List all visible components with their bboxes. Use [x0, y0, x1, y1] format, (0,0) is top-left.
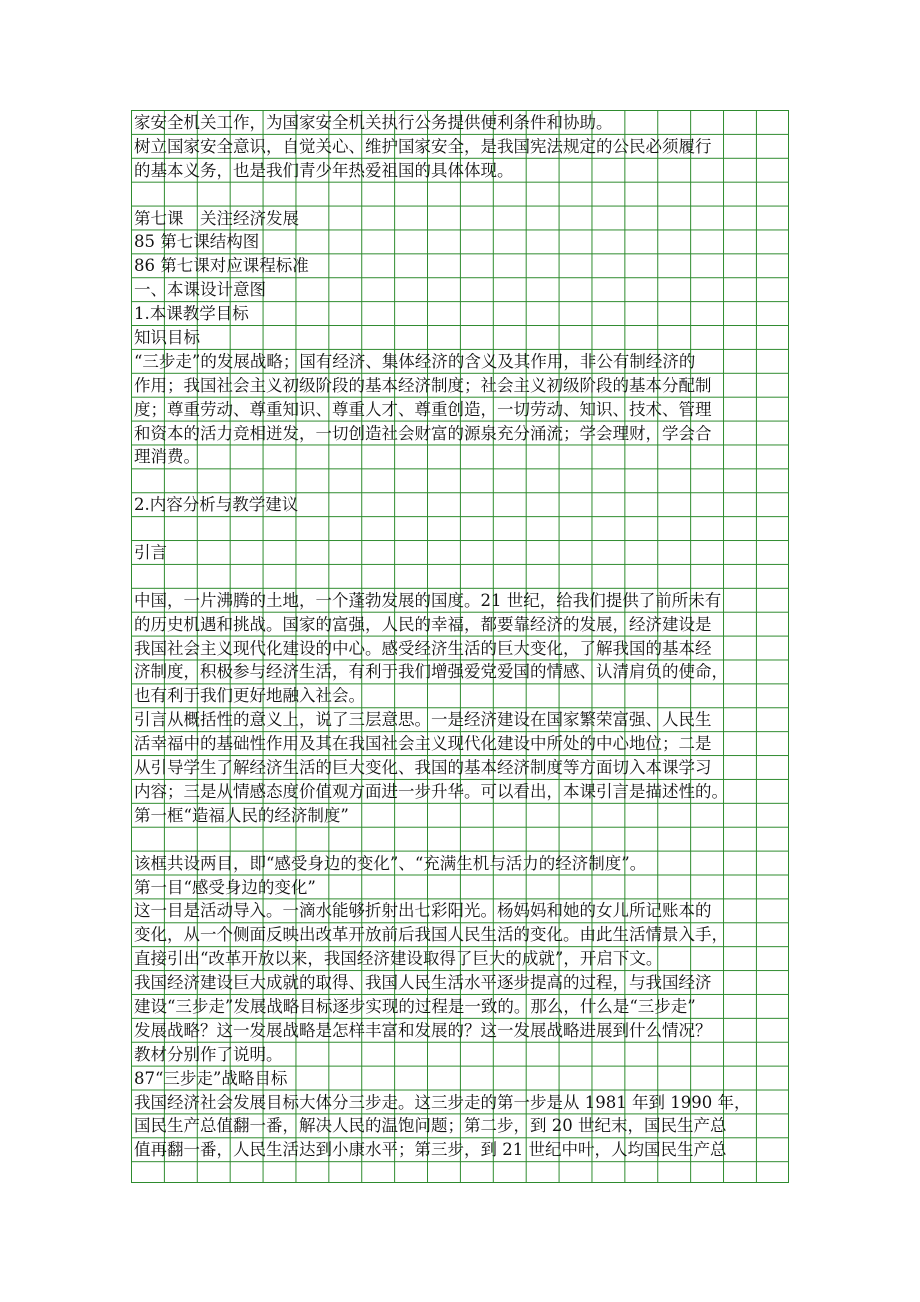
text-line: 内容；三是从情感态度价值观方面进一步升华。可以看出，本课引言是描述性的。	[134, 781, 728, 801]
text-line: 理消费。	[134, 447, 200, 467]
text-line: 活幸福中的基础性作用及其在我国社会主义现代化建设中所处的中心地位；二是	[134, 734, 712, 754]
grid-paper-page	[131, 110, 789, 1183]
text-line: 直接引出“改革开放以来，我国经济建设取得了巨大的成就”，开启下文。	[134, 949, 663, 969]
text-line: 我国社会主义现代化建设的中心。感受经济生活的巨大变化，了解我国的基本经	[134, 638, 712, 658]
text-line: 济制度，积极参与经济生活，有利于我们增强爱党爱国的情感、认清肩负的使命，	[134, 662, 728, 682]
text-line: 我国经济建设巨大成就的取得、我国人民生活水平逐步提高的过程，与我国经济	[134, 973, 712, 993]
text-line: 值再翻一番，人民生活达到小康水平；第三步，到 21 世纪中叶，人均国民生产总	[134, 1140, 727, 1160]
text-line: 教材分别作了说明。	[134, 1044, 283, 1064]
blank-line	[134, 183, 788, 207]
blank-line	[134, 517, 788, 541]
text-line: 1.本课教学目标	[134, 304, 249, 324]
text-line: 该框共设两目，即“感受身边的变化”、“充满生机与活力的经济制度”。	[134, 853, 647, 873]
text-line: 86 第七课对应课程标准	[134, 256, 309, 276]
text-line: 一、本课设计意图	[134, 280, 266, 300]
text-line: 国民生产总值翻一番，解决人民的温饱问题；第二步，到 20 世纪末，国民生产总	[134, 1116, 727, 1136]
text-line: “三步走”的发展战略；国有经济、集体经济的含义及其作用，非公有制经济的	[134, 351, 696, 371]
text-line: 度；尊重劳动、尊重知识、尊重人才、尊重创造，一切劳动、知识、技术、管理	[134, 399, 712, 419]
text-line: 建设“三步走”发展战略目标逐步实现的过程是一致的。那么，什么是“三步走”	[134, 996, 696, 1016]
text-line: 2.内容分析与教学建议	[134, 495, 299, 515]
text-line: 这一目是活动导入。一滴水能够折射出七彩阳光。杨妈妈和她的女儿所记账本的	[134, 901, 712, 921]
text-line: 中国，一片沸腾的土地，一个蓬勃发展的国度。21 世纪，给我们提供了前所未有	[134, 590, 722, 610]
text-line: 树立国家安全意识，自觉关心、维护国家安全，是我国宪法规定的公民必须履行	[134, 136, 712, 156]
text-line: 87“三步走”战略目标	[134, 1068, 288, 1088]
text-line: 85 第七课结构图	[134, 232, 260, 252]
document-text	[134, 111, 788, 1162]
text-line: 引言从概括性的意义上，说了三层意思。一是经济建设在国家繁荣富强、人民生	[134, 710, 712, 730]
blank-line	[134, 469, 788, 493]
text-line: 第一目“感受身边的变化”	[134, 877, 316, 897]
text-line: 第七课 关注经济发展	[134, 208, 299, 228]
text-line: 作用；我国社会主义初级阶段的基本经济制度；社会主义初级阶段的基本分配制	[134, 375, 712, 395]
blank-line	[134, 565, 788, 589]
blank-line	[134, 828, 788, 852]
text-line: 我国经济社会发展目标大体分三步走。这三步走的第一步是从 1981 年到 1990 年，	[134, 1092, 751, 1112]
text-line: 引言	[134, 543, 167, 563]
text-line: 从引导学生了解经济生活的巨大变化、我国的基本经济制度等方面切入本课学习	[134, 758, 712, 778]
text-line: 的基本义务，也是我们青少年热爱祖国的具体体现。	[134, 160, 514, 180]
text-line: 家安全机关工作，为国家安全机关执行公务提供便利条件和协助。	[134, 113, 613, 132]
text-line: 也有利于我们更好地融入社会。	[134, 686, 365, 706]
text-line: 发展战略？这一发展战略是怎样丰富和发展的？这一发展战略进展到什么情况？	[134, 1020, 712, 1040]
text-line: 变化，从一个侧面反映出改革开放前后我国人民生活的变化。由此生活情景入手，	[134, 925, 728, 945]
text-line: 第一框“造福人民的经济制度”	[134, 805, 349, 825]
text-line: 和资本的活力竞相迸发，一切创造社会财富的源泉充分涌流；学会理财，学会合	[134, 423, 712, 443]
text-line: 知识目标	[134, 328, 200, 348]
text-line: 的历史机遇和挑战。国家的富强，人民的幸福，都要靠经济的发展，经济建设是	[134, 614, 712, 634]
